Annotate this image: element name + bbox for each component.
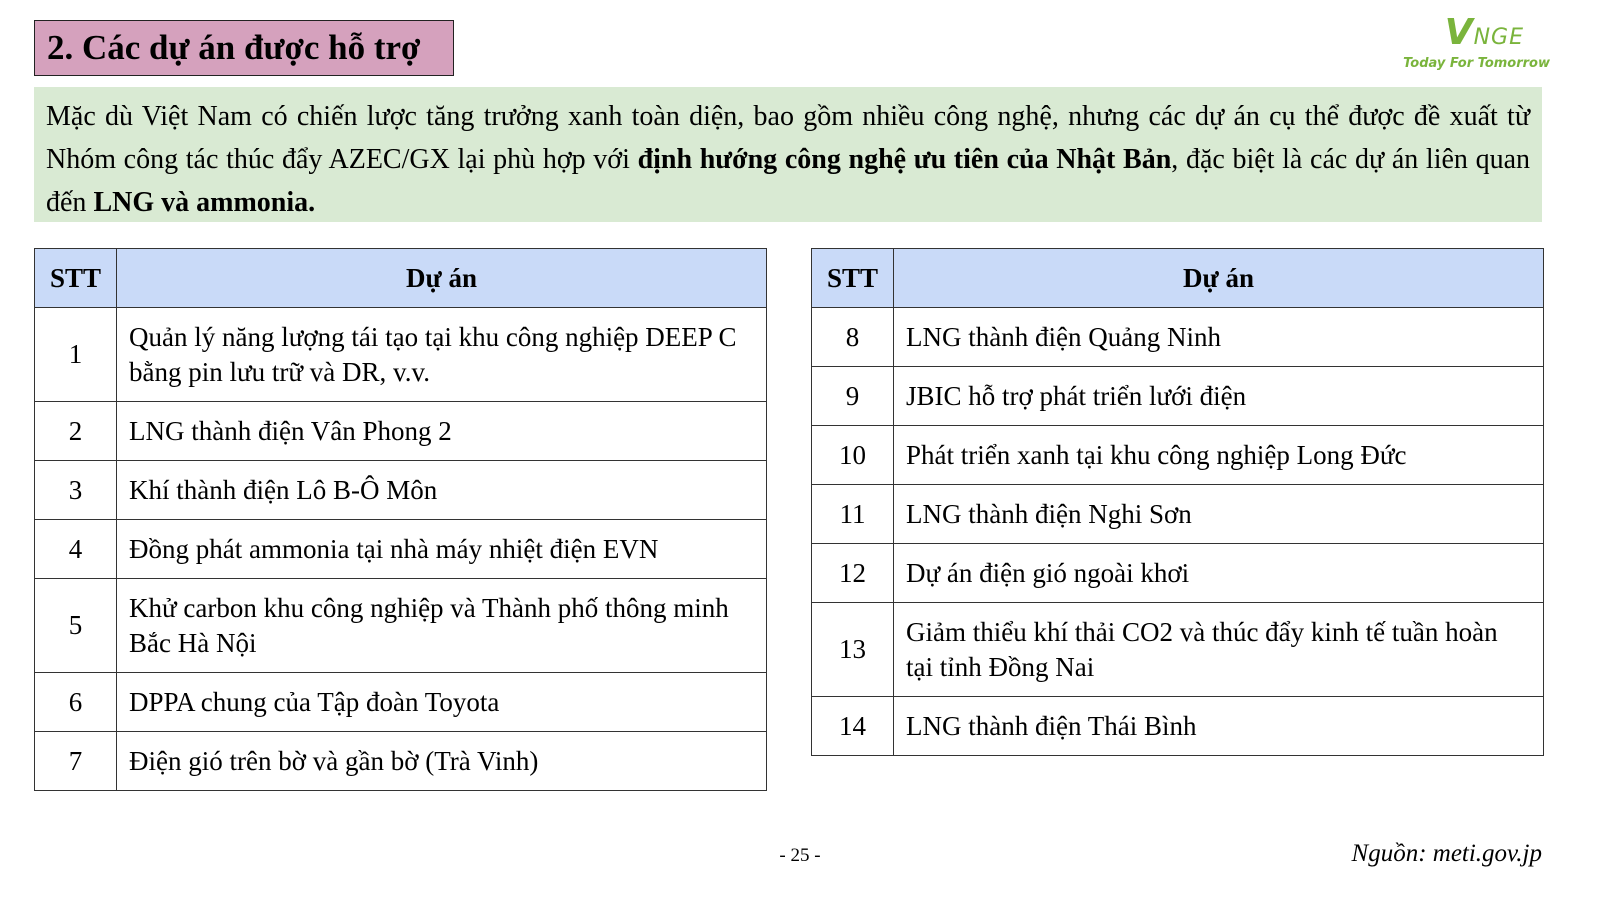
header-stt: STT — [812, 249, 894, 308]
logo-mark-rest: NGE — [1473, 25, 1524, 50]
table-row — [812, 426, 1544, 485]
table-row — [35, 461, 767, 520]
row-number: 9 — [812, 367, 894, 426]
intro-bold-1: định hướng công nghệ ưu tiên của Nhật Bản — [637, 144, 1172, 175]
row-number: 11 — [812, 485, 894, 544]
logo-mark — [1445, 12, 1524, 53]
table-row — [812, 367, 1544, 426]
row-number: 14 — [812, 697, 894, 756]
section-title: 2. Các dự án được hỗ trợ — [34, 20, 454, 76]
project-name: Phát triển xanh tại khu công nghiệp Long Đức — [894, 426, 1544, 485]
project-name: DPPA chung của Tập đoàn Toyota — [117, 673, 767, 732]
vnge-logo — [1403, 12, 1550, 76]
row-number: 8 — [812, 308, 894, 367]
header-stt: STT — [35, 249, 117, 308]
intro-bold-2: LNG và ammonia. — [93, 187, 316, 218]
project-name: LNG thành điện Nghi Sơn — [894, 485, 1544, 544]
project-name: Giảm thiểu khí thải CO2 và thúc đẩy kinh tế tuần hoàn tại tỉnh Đồng Nai — [894, 603, 1544, 697]
project-name: Dự án điện gió ngoài khơi — [894, 544, 1544, 603]
projects-table-right — [811, 248, 1544, 756]
row-number: 4 — [35, 520, 117, 579]
table-row — [35, 520, 767, 579]
header-project: Dự án — [117, 249, 767, 308]
row-number: 1 — [35, 308, 117, 402]
row-number: 3 — [35, 461, 117, 520]
project-name: LNG thành điện Quảng Ninh — [894, 308, 1544, 367]
project-name: LNG thành điện Vân Phong 2 — [117, 402, 767, 461]
project-name: LNG thành điện Thái Bình — [894, 697, 1544, 756]
project-name: Khử carbon khu công nghiệp và Thành phố thông minh Bắc Hà Nội — [117, 579, 767, 673]
project-name: Khí thành điện Lô B-Ô Môn — [117, 461, 767, 520]
row-number: 10 — [812, 426, 894, 485]
project-name: Đồng phát ammonia tại nhà máy nhiệt điện EVN — [117, 520, 767, 579]
table-row — [812, 603, 1544, 697]
logo-mark-initial: V — [1444, 12, 1474, 53]
row-number: 6 — [35, 673, 117, 732]
row-number: 2 — [35, 402, 117, 461]
table-row — [812, 544, 1544, 603]
table-row — [35, 673, 767, 732]
source-citation: Nguồn: meti.gov.jp — [1351, 840, 1542, 867]
page-number: - 25 - — [779, 845, 821, 866]
row-number: 5 — [35, 579, 117, 673]
table-row — [812, 485, 1544, 544]
table-row — [35, 308, 767, 402]
table-row — [35, 402, 767, 461]
intro-text-1: Mặc dù Việt Nam có chiến lược tăng trưởng xanh toàn diện, bao gồm nhiều công nghệ, nhưng các dự án cụ thể được đề xuất từ Nhóm công tác thúc đẩy AZEC/GX lại phù hợp với — [46, 101, 1530, 175]
header-project: Dự án — [894, 249, 1544, 308]
row-number: 12 — [812, 544, 894, 603]
table-row — [35, 732, 767, 791]
project-name: Điện gió trên bờ và gần bờ (Trà Vinh) — [117, 732, 767, 791]
row-number: 13 — [812, 603, 894, 697]
table-row — [812, 308, 1544, 367]
intro-text-2: , đặc biệt là các dự án liên quan đến — [46, 144, 1531, 218]
projects-table-left — [34, 248, 767, 791]
project-name: JBIC hỗ trợ phát triển lưới điện — [894, 367, 1544, 426]
table-row — [35, 579, 767, 673]
intro-paragraph — [34, 87, 1542, 222]
project-name: Quản lý năng lượng tái tạo tại khu công nghiệp DEEP C bằng pin lưu trữ và DR, v.v. — [117, 308, 767, 402]
logo-tagline: Today For Tomorrow — [1403, 56, 1550, 71]
row-number: 7 — [35, 732, 117, 791]
table-row — [812, 697, 1544, 756]
